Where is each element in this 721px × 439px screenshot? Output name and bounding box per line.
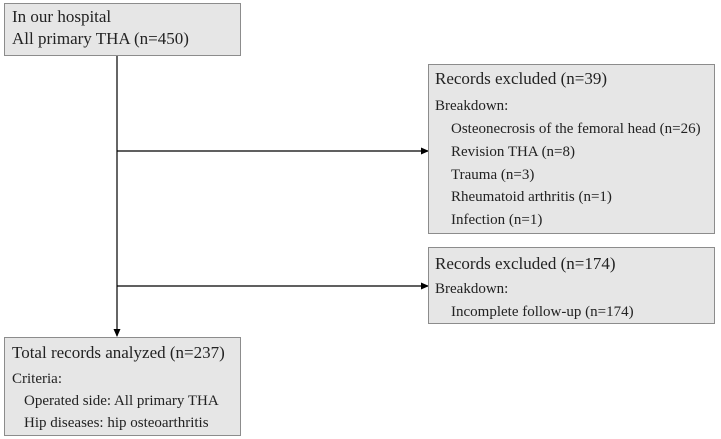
result-item: Hip diseases: hip osteoarthritis	[24, 415, 209, 431]
exclusion-1-title: Records excluded (n=39)	[435, 69, 607, 88]
exclusion-box-2	[428, 247, 715, 324]
source-box	[4, 3, 241, 56]
result-item: Operated side: All primary THA	[24, 393, 219, 409]
exclusion-1-item: Rheumatoid arthritis (n=1)	[451, 189, 612, 205]
exclusion-1-item: Infection (n=1)	[451, 212, 543, 228]
exclusion-1-item: Revision THA (n=8)	[451, 144, 576, 160]
exclusion-2-subtitle: Breakdown:	[435, 281, 509, 297]
exclusion-1-subtitle: Breakdown:	[435, 98, 509, 114]
result-box	[4, 337, 241, 436]
source-line-1: In our hospital	[12, 7, 112, 26]
exclusion-box-1	[428, 64, 715, 234]
result-title: Total records analyzed (n=237)	[12, 343, 225, 362]
exclusion-1-item: Osteonecrosis of the femoral head (n=26)	[451, 121, 701, 137]
exclusion-2-item: Incomplete follow-up (n=174)	[451, 304, 634, 320]
exclusion-1-item: Trauma (n=3)	[451, 167, 535, 183]
source-line-2: All primary THA (n=450)	[12, 29, 189, 48]
exclusion-2-title: Records excluded (n=174)	[435, 254, 616, 273]
result-subtitle: Criteria:	[12, 371, 62, 387]
